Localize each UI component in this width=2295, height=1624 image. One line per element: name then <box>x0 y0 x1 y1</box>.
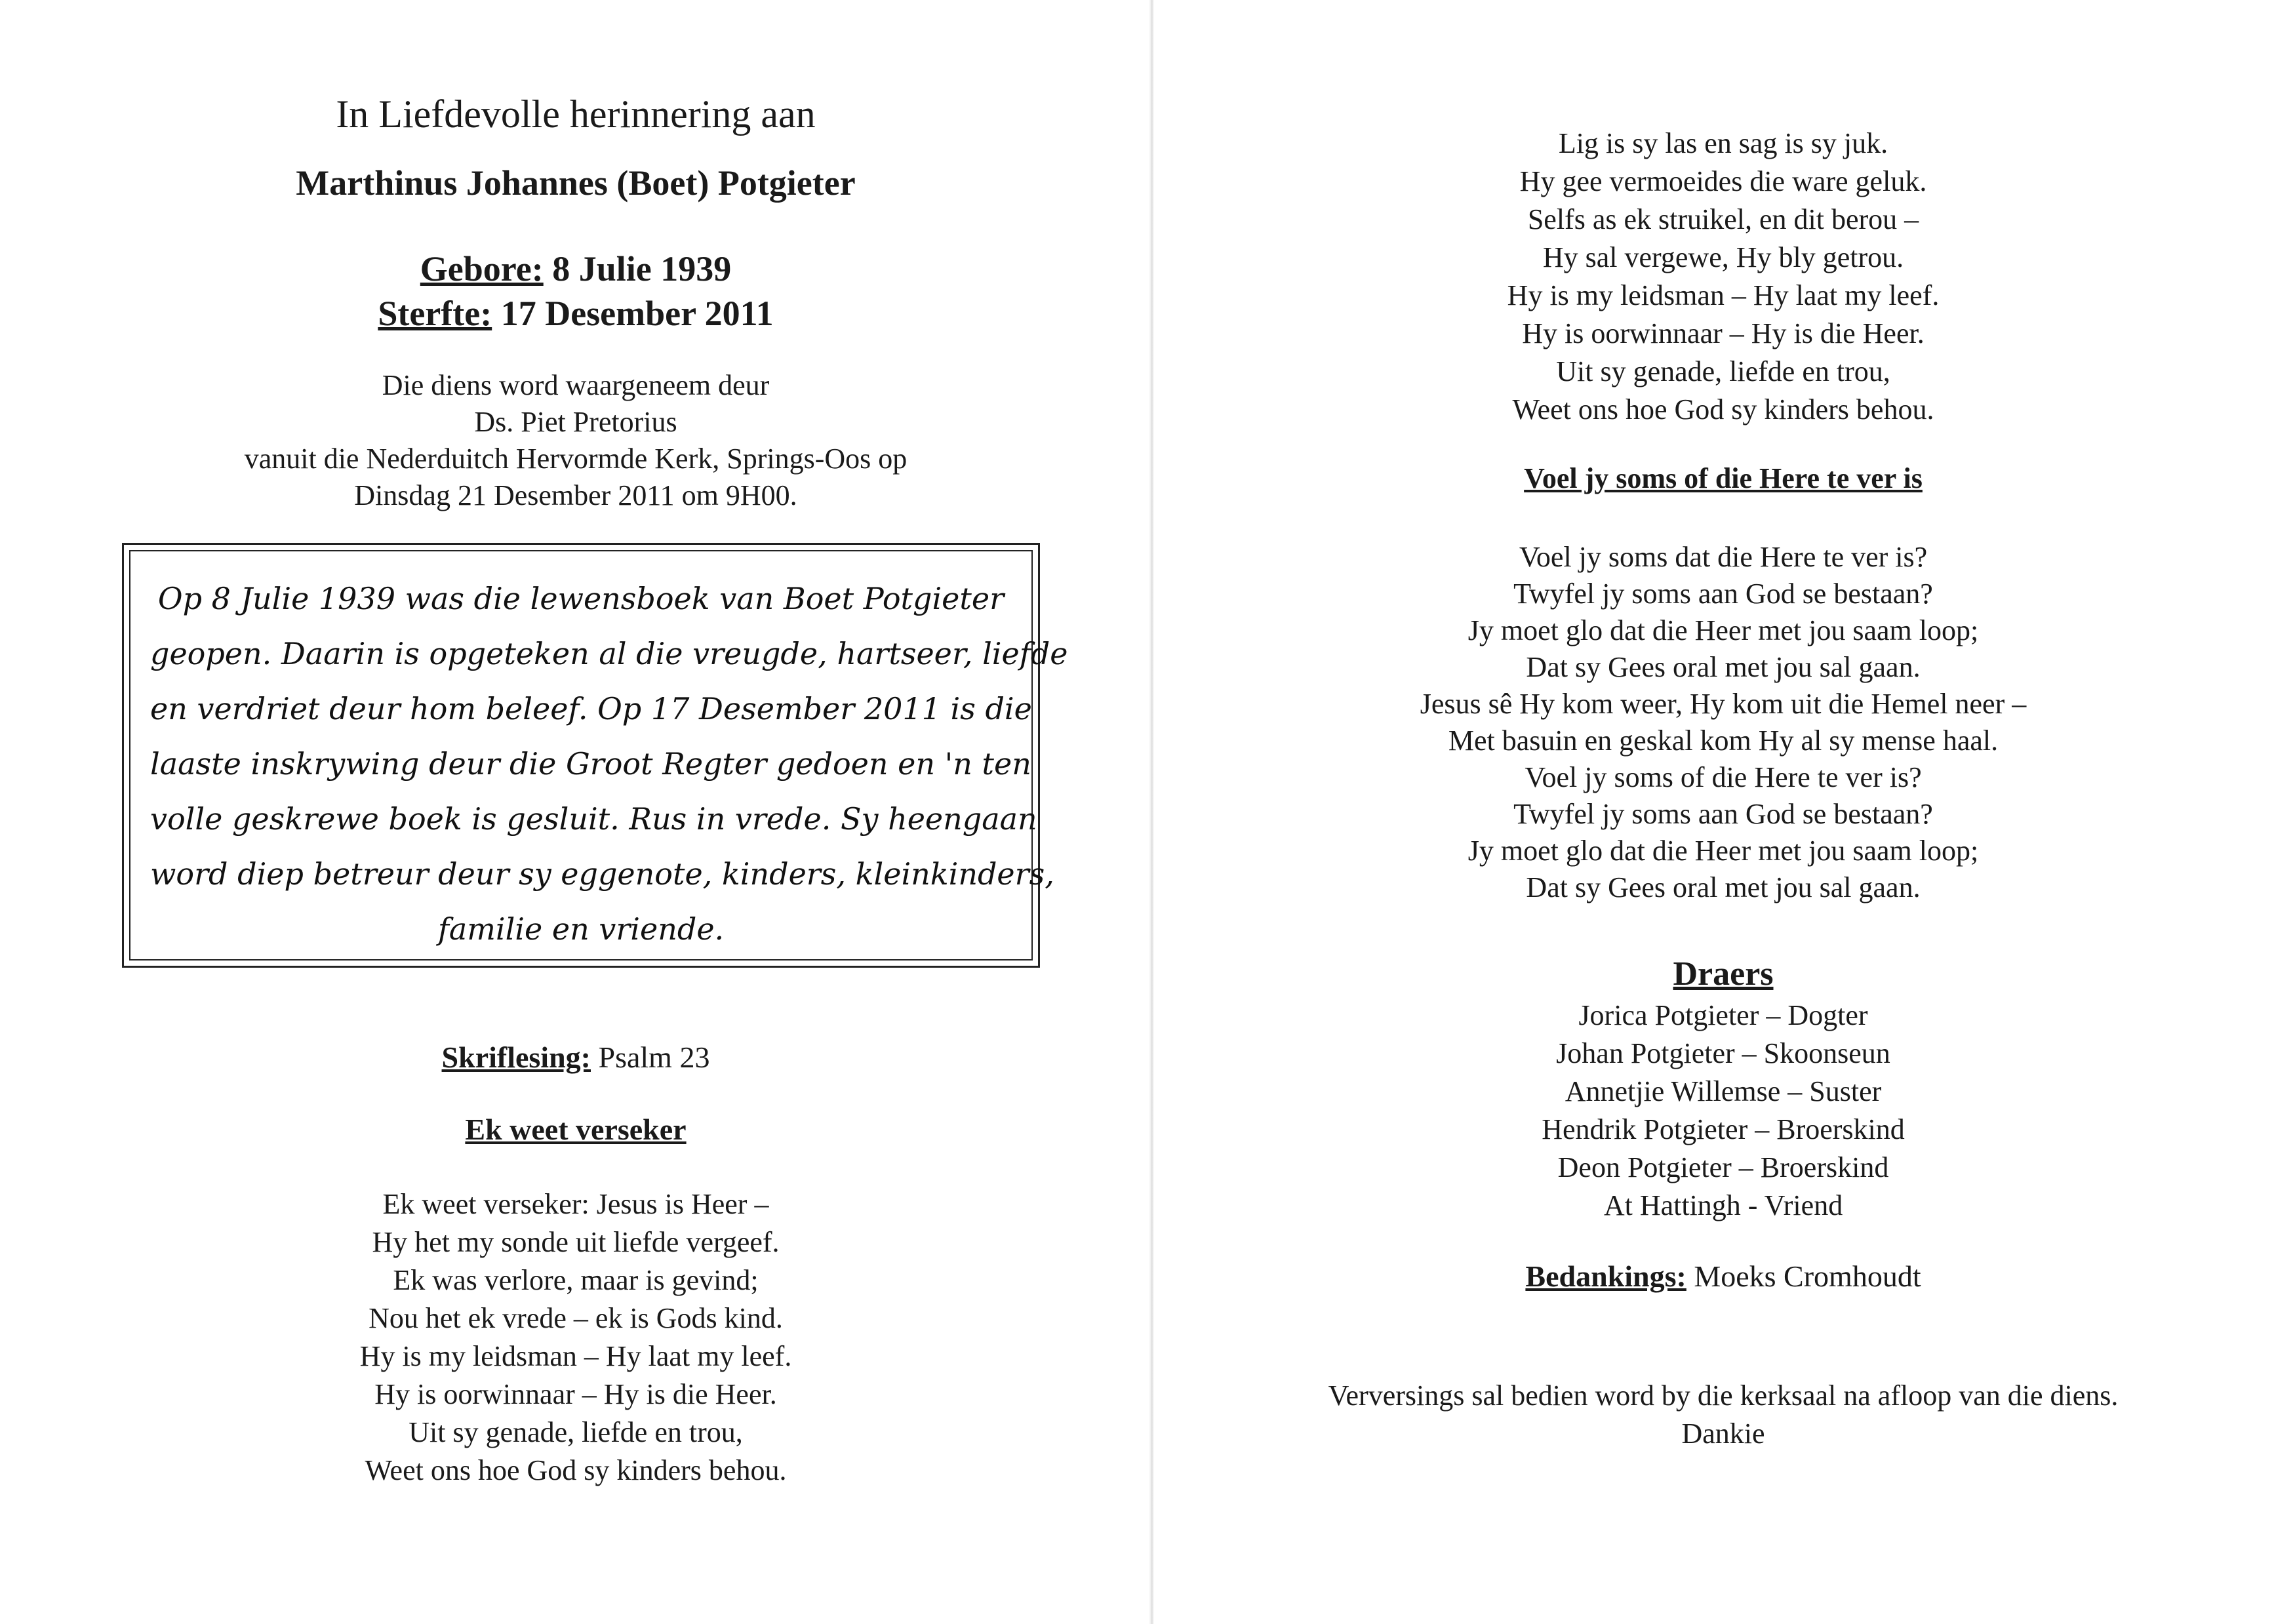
hymn2-line: Met basuin en geskal kom Hy al sy mense haal. <box>1448 724 1999 757</box>
hymn-line: Weet ons hoe God sy kinders behou. <box>365 1454 787 1486</box>
hymn-line: Nou het ek vrede – ek is Gods kind. <box>369 1302 783 1334</box>
tribute-line: geopen. Daarin is opgeteken al die vreugde, hartseer, liefde <box>150 636 1068 671</box>
bearer-item: Annetjie Willemse – Suster <box>1565 1075 1882 1107</box>
born-line <box>0 247 1151 291</box>
service-details <box>0 367 1151 514</box>
dates-block <box>0 247 1151 336</box>
died-label: Sterfte: <box>378 294 492 333</box>
closing-thanks: Dankie <box>1681 1417 1765 1450</box>
tribute-box <box>122 543 1068 968</box>
hymn2-line: Dat sy Gees oral met jou sal gaan. <box>1526 871 1921 903</box>
hymn-line: Ek was verlore, maar is gevind; <box>393 1264 759 1296</box>
deceased-name: Marthinus Johannes (Boet) Potgieter <box>296 163 856 203</box>
hymn-line: Uit sy genade, liefde en trou, <box>409 1416 743 1448</box>
hymn-line: Selfs as ek struikel, en dit berou – <box>1527 203 1919 235</box>
bearer-item: Hendrik Potgieter – Broerskind <box>1542 1113 1905 1145</box>
bearer-item: Johan Potgieter – Skoonseun <box>1556 1037 1890 1069</box>
died-date: 17 Desember 2011 <box>500 294 774 333</box>
bearer-item: Deon Potgieter – Broerskind <box>1557 1151 1889 1183</box>
hymn2-line: Jy moet glo dat die Heer met jou saam loop; <box>1467 614 1979 646</box>
right-page <box>1151 0 2295 1624</box>
intro-heading: In Liefdevolle herinnering aan <box>336 92 816 136</box>
born-date: 8 Julie 1939 <box>552 249 732 288</box>
service-line: Dinsdag 21 Desember 2011 om 9H00. <box>354 479 797 511</box>
hymn-continuation <box>1151 125 2295 429</box>
born-label: Gebore: <box>420 249 544 288</box>
bearers-title: Draers <box>1673 955 1774 993</box>
hymn2-title: Voel jy soms of die Here te ver is <box>1524 462 1923 494</box>
tribute-text <box>150 571 1068 957</box>
hymn2-line: Dat sy Gees oral met jou sal gaan. <box>1526 651 1921 683</box>
scripture-value: Psalm 23 <box>598 1040 710 1074</box>
tribute-line: familie en vriende. <box>437 911 725 947</box>
acknowledgements <box>1151 1259 2295 1294</box>
hymn2-line: Twyfel jy soms aan God se bestaan? <box>1513 798 1933 830</box>
hymn-line: Hy is my leidsman – Hy laat my leef. <box>1507 279 1940 311</box>
hymn-line: Weet ons hoe God sy kinders behou. <box>1512 393 1934 426</box>
hymn2-line: Voel jy soms dat die Here te ver is? <box>1519 541 1928 573</box>
hymn-text <box>0 1185 1151 1490</box>
hymn-line: Lig is sy las en sag is sy juk. <box>1558 127 1888 159</box>
scripture-reading <box>0 1040 1151 1075</box>
hymn-line: Hy gee vermoeides die ware geluk. <box>1519 165 1927 197</box>
hymn-line: Hy sal vergewe, Hy bly getrou. <box>1542 241 1904 273</box>
tribute-line: volle geskrewe boek is gesluit. Rus in vrede. Sy heengaan <box>150 801 1037 837</box>
hymn-line: Hy is my leidsman – Hy laat my leef. <box>359 1340 792 1372</box>
hymn-title: Ek weet verseker <box>465 1113 687 1146</box>
thanks-label: Bedankings: <box>1525 1259 1686 1293</box>
hymn2-line: Jesus sê Hy kom weer, Hy kom uit die Hemel neer – <box>1420 688 2027 720</box>
hymn-line: Ek weet verseker: Jesus is Heer – <box>382 1188 769 1220</box>
hymn2-line: Jy moet glo dat die Heer met jou saam loop; <box>1467 835 1979 867</box>
scripture-label: Skriflesing: <box>441 1040 591 1074</box>
tribute-line: Op 8 Julie 1939 was die lewensboek van Boet Potgieter <box>157 581 1005 616</box>
tribute-line: laaste inskrywing deur die Groot Regter gedoen en 'n ten <box>150 746 1031 782</box>
hymn-line: Uit sy genade, liefde en trou, <box>1556 355 1890 387</box>
hymn2-line: Twyfel jy soms aan God se bestaan? <box>1513 578 1933 610</box>
tribute-line: word diep betreur deur sy eggenote, kinders, kleinkinders, <box>150 856 1054 892</box>
died-line <box>0 291 1151 336</box>
service-line: vanuit die Nederduitch Hervormde Kerk, Springs-Oos op <box>244 443 908 475</box>
bearer-item: At Hattingh - Vriend <box>1603 1189 1843 1221</box>
refreshments-note <box>1151 1377 2295 1453</box>
tribute-line: en verdriet deur hom beleef. Op 17 Desember 2011 is die <box>150 691 1032 726</box>
service-line: Die diens word waargeneem deur <box>382 369 770 401</box>
hymn2-text <box>1151 539 2295 906</box>
refreshments-line: Verversings sal bedien word by die kerksaal na afloop van die diens. <box>1328 1379 2119 1412</box>
hymn2-line: Voel jy soms of die Here te ver is? <box>1525 761 1922 793</box>
thanks-value: Moeks Cromhoudt <box>1694 1259 1921 1293</box>
service-line: Ds. Piet Pretorius <box>474 406 677 438</box>
hymn-line: Hy is oorwinnaar – Hy is die Heer. <box>374 1378 777 1410</box>
hymn-line: Hy het my sonde uit liefde vergeef. <box>372 1226 780 1258</box>
hymn-line: Hy is oorwinnaar – Hy is die Heer. <box>1522 317 1925 349</box>
bearer-item: Jorica Potgieter – Dogter <box>1578 999 1868 1031</box>
bearers-list <box>1151 997 2295 1225</box>
